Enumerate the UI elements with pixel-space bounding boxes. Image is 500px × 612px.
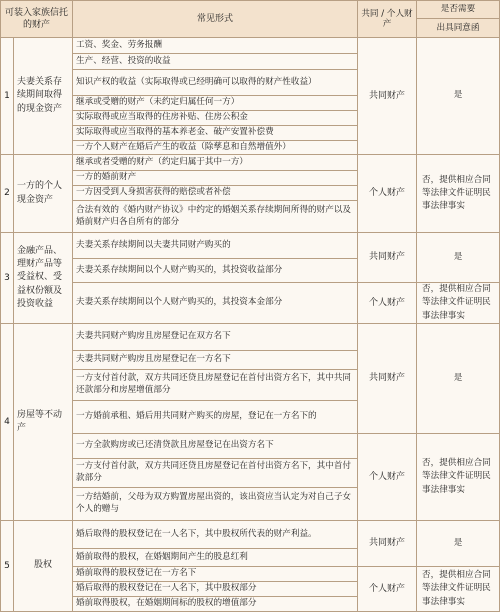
consent-text: 是 bbox=[453, 537, 463, 548]
section-category bbox=[13, 520, 73, 612]
header-category bbox=[0, 0, 73, 38]
form-item-text: 生产、经营、投资的收益 bbox=[76, 55, 171, 66]
form-item-text: 夫妻共同财产购房且房屋登记在一方名下 bbox=[76, 354, 231, 365]
section-number-text: 1 bbox=[4, 90, 10, 101]
form-item-text: 一方全款购房或已还清贷款且房屋登记在出资方名下 bbox=[76, 440, 274, 451]
form-item bbox=[72, 282, 358, 324]
form-item-text: 一方个人财产在婚后产生的收益（除孳息和自然增值外） bbox=[76, 141, 291, 152]
header-forms-text: 常见形式 bbox=[196, 13, 233, 24]
consent-cell bbox=[416, 520, 500, 567]
consent-text: 是 bbox=[453, 90, 463, 101]
section-number bbox=[0, 154, 14, 233]
section-number-text: 5 bbox=[4, 560, 10, 571]
form-item bbox=[72, 53, 358, 70]
form-item bbox=[72, 433, 358, 459]
section-category bbox=[13, 323, 73, 521]
section-category-text: 夫妻关系存续期间取得的现金资产 bbox=[17, 77, 63, 114]
ownership-cell bbox=[357, 433, 417, 521]
consent-text: 否，提供相应合同等法律文件证明民事法律事实 bbox=[422, 284, 491, 321]
section-number-text: 3 bbox=[4, 272, 10, 283]
form-item-text: 夫妻关系存续期间以个人财产购买的，其投资收益部分 bbox=[76, 264, 283, 275]
ownership-text: 共同财产 bbox=[368, 373, 405, 384]
header-consent-bottom-text: 出具同意函 bbox=[436, 22, 480, 33]
section-category bbox=[13, 154, 73, 233]
ownership-text: 共同财产 bbox=[368, 252, 405, 263]
consent-cell bbox=[416, 232, 500, 283]
header-consent-top-text: 是否需要 bbox=[440, 4, 476, 15]
section-number bbox=[0, 232, 14, 324]
header-consent-top bbox=[416, 0, 500, 19]
ownership-text: 个人财产 bbox=[368, 188, 405, 199]
ownership-cell bbox=[357, 566, 417, 612]
header-category-text: 可装入家族信托的财产 bbox=[4, 7, 68, 30]
form-item-text: 婚前取得股权，在婚姻期间标的股权的增值部分 bbox=[76, 598, 257, 609]
header-ownership-text: 共同 / 个人财产 bbox=[361, 8, 413, 29]
header-forms bbox=[72, 0, 358, 38]
consent-text: 否，提供相应合同等法律文件证明民事法律事实 bbox=[422, 458, 491, 495]
section-category-text: 股权 bbox=[33, 560, 52, 571]
ownership-text: 共同财产 bbox=[368, 90, 405, 101]
form-item-text: 一方的婚前财产 bbox=[76, 172, 137, 183]
section-number bbox=[0, 37, 14, 155]
consent-text: 是 bbox=[453, 372, 463, 383]
form-item bbox=[72, 258, 358, 283]
form-item-text: 婚前取得的股权登记在一方名下 bbox=[76, 568, 197, 579]
section-category-text: 金融产品、理财产品等受益权、受益权份额及投资收益 bbox=[17, 246, 63, 309]
consent-cell bbox=[416, 282, 500, 324]
form-item bbox=[72, 110, 358, 126]
form-item bbox=[72, 232, 358, 259]
form-item bbox=[72, 140, 358, 155]
form-item-text: 一方结婚前，父母为双方购置房屋出资的，该出资应当认定为对自己子女个人的赠与 bbox=[76, 492, 352, 514]
section-number bbox=[0, 323, 14, 521]
form-item bbox=[72, 185, 358, 201]
form-item bbox=[72, 95, 358, 111]
ownership-cell bbox=[357, 154, 417, 233]
form-item bbox=[72, 200, 358, 233]
form-item bbox=[72, 350, 358, 370]
ownership-cell bbox=[357, 323, 417, 434]
header-consent-bottom bbox=[416, 18, 500, 38]
form-item-text: 婚后取得的股权登记在一人名下，其中股权所代表的财产利益。 bbox=[76, 528, 317, 539]
consent-cell bbox=[416, 566, 500, 612]
form-item bbox=[72, 458, 358, 488]
form-item-text: 合法有效的《婚内财产协议》中约定的婚姻关系存续期间所得的财产以及婚前财产归各自所有的部分 bbox=[76, 204, 352, 227]
section-number-text: 4 bbox=[4, 416, 10, 427]
header-ownership bbox=[357, 0, 417, 38]
consent-cell bbox=[416, 37, 500, 155]
form-item bbox=[72, 369, 358, 401]
form-item bbox=[72, 69, 358, 96]
form-item-text: 夫妻关系存续期间以个人财产购买的，其投资本金部分 bbox=[76, 297, 283, 308]
ownership-text: 个人财产 bbox=[368, 471, 405, 482]
consent-text: 否，提供相应合同等法律文件证明民事法律事实 bbox=[422, 570, 491, 607]
ownership-cell bbox=[357, 37, 417, 155]
consent-cell bbox=[416, 323, 500, 434]
ownership-cell bbox=[357, 520, 417, 567]
form-item bbox=[72, 400, 358, 434]
section-number-text: 2 bbox=[4, 188, 10, 199]
form-item bbox=[72, 37, 358, 54]
form-item-text: 知识产权的收益（实际取得或已经明确可以取得的财产性收益） bbox=[76, 76, 317, 87]
consent-cell bbox=[416, 154, 500, 233]
form-item-text: 夫妻关系存续期间以夫妻共同财产购买的 bbox=[76, 239, 231, 250]
section-category bbox=[13, 37, 73, 155]
form-item-text: 继承或受赠的财产（未约定归属任何一方） bbox=[76, 97, 240, 108]
form-item bbox=[72, 323, 358, 351]
form-item-text: 实际取得或应当取得的住房补贴、住房公积金 bbox=[76, 112, 248, 123]
form-item bbox=[72, 125, 358, 141]
form-item-text: 一方因受到人身损害获得的赔偿或者补偿 bbox=[76, 187, 231, 198]
consent-text: 是 bbox=[453, 251, 463, 262]
ownership-cell bbox=[357, 232, 417, 283]
form-item-text: 夫妻共同财产购房且房屋登记在双方名下 bbox=[76, 331, 231, 342]
ownership-text: 个人财产 bbox=[368, 583, 405, 594]
section-category-text: 一方的个人现金资产 bbox=[17, 181, 63, 205]
form-item bbox=[72, 487, 358, 521]
form-item bbox=[72, 154, 358, 171]
ownership-cell bbox=[357, 282, 417, 324]
form-item bbox=[72, 170, 358, 186]
ownership-text: 共同财产 bbox=[368, 538, 405, 549]
form-item-text: 一方支付首付款，双方共同还贷且房屋登记在首付出资方名下，其中共同还款部分和房屋增值部分 bbox=[76, 373, 352, 395]
section-category-text: 房屋等不动产 bbox=[17, 409, 63, 433]
form-item bbox=[72, 581, 358, 597]
ownership-text: 个人财产 bbox=[368, 297, 405, 308]
consent-text: 否，提供相应合同等法律文件证明民事法律事实 bbox=[422, 174, 491, 212]
form-item-text: 婚前取得的股权，在婚姻期间产生的股息红利 bbox=[76, 551, 248, 562]
form-item bbox=[72, 548, 358, 567]
section-category bbox=[13, 232, 73, 324]
form-item bbox=[72, 566, 358, 582]
section-number bbox=[0, 520, 14, 612]
form-item-text: 一方婚前承租、婚后用共同财产购买的房屋，登记在一方名下的 bbox=[76, 411, 317, 422]
form-item-text: 工资、奖金、劳务报酬 bbox=[76, 39, 162, 50]
form-item-text: 一方支付首付款，双方共同还贷且房屋登记在首付出资方名下，其中首付款部分 bbox=[76, 461, 352, 483]
consent-cell bbox=[416, 433, 500, 521]
form-item-text: 实际取得或应当取得的基本养老金、破产安置补偿费 bbox=[76, 127, 274, 138]
form-item bbox=[72, 596, 358, 612]
form-item-text: 继承或者受赠的财产（约定归属于其中一方） bbox=[76, 156, 248, 167]
form-item bbox=[72, 520, 358, 549]
form-item-text: 婚后取得的股权登记在一人名下，其中股权部分 bbox=[76, 583, 257, 594]
